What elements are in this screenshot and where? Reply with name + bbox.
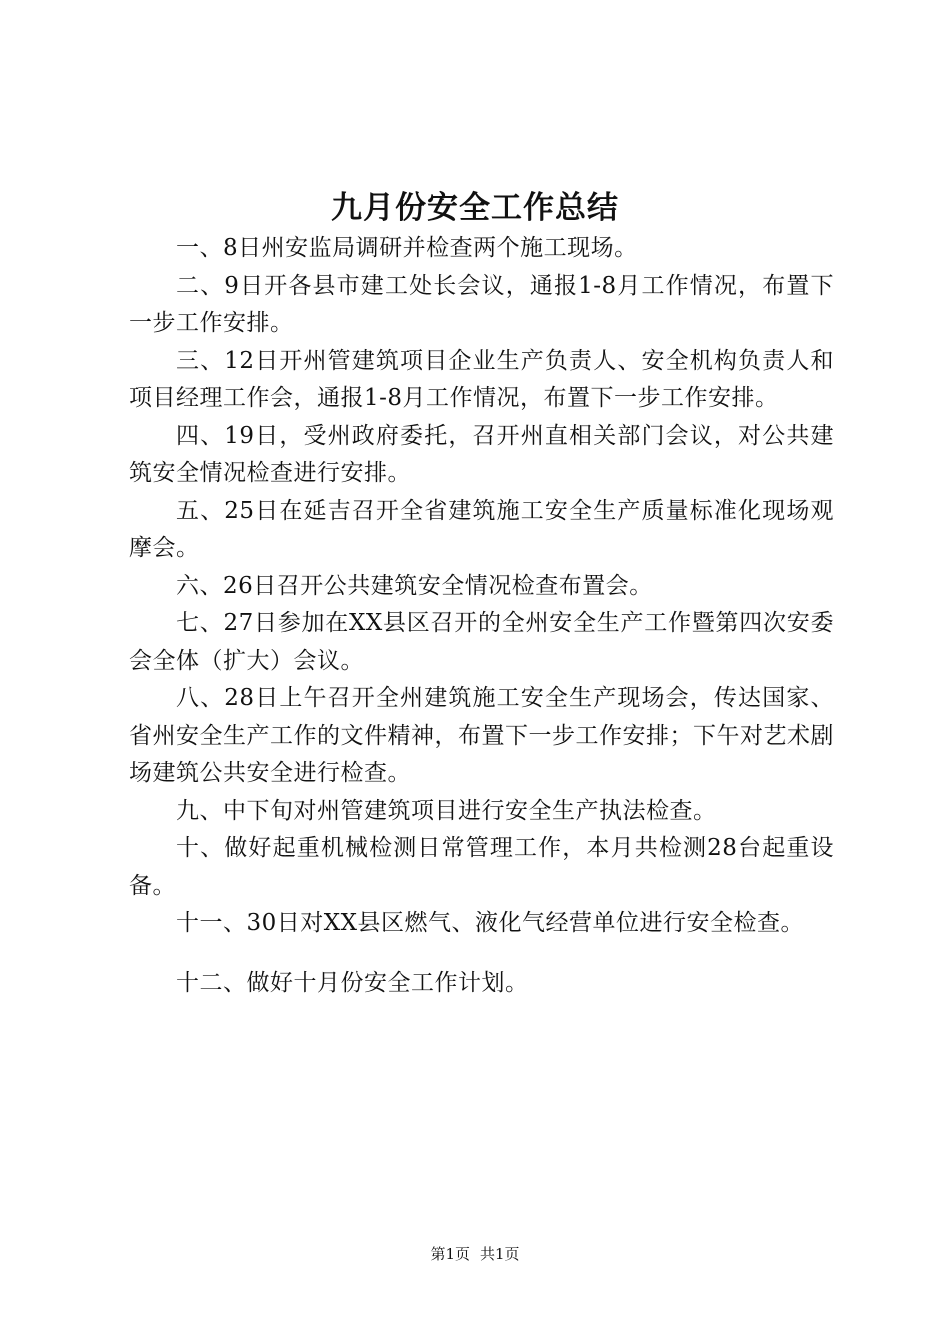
document-title: 九月份安全工作总结	[331, 190, 619, 226]
page-number-current: 第1页	[430, 1245, 470, 1263]
paragraph-item-2: 二、9日开各县市建工处长会议，通报1-8月工作情况，布置下一步工作安排。	[129, 272, 834, 336]
paragraph-item-8: 八、28日上午召开全州建筑施工安全生产现场会，传达国家、省州安全生产工作的文件精神，布置下一步工作安排；下午对艺术剧场建筑公共安全进行检查。	[129, 685, 834, 786]
paragraph-item-11: 十一、30日对XX县区燃气、液化气经营单位进行安全检查。	[176, 910, 805, 936]
paragraph-item-10: 十、做好起重机械检测日常管理工作，本月共检测28台起重设备。	[129, 835, 834, 899]
paragraph-item-4: 四、19日，受州政府委托，召开州直相关部门会议，对公共建筑安全情况检查进行安排。	[129, 422, 834, 486]
paragraph-item-5: 五、25日在延吉召开全省建筑施工安全生产质量标准化现场观摩会。	[129, 497, 834, 561]
paragraph-item-1: 一、8日州安监局调研并检查两个施工现场。	[176, 235, 638, 261]
paragraph-item-6: 六、26日召开公共建筑安全情况检查布置会。	[176, 572, 653, 599]
paragraph-item-9: 九、中下旬对州管建筑项目进行安全生产执法检查。	[176, 797, 717, 824]
document-body	[129, 230, 834, 1002]
paragraph-item-3: 三、12日开州管建筑项目企业生产负责人、安全机构负责人和项目经理工作会，通报1-8月工作情况，布置下一步工作安排。	[129, 347, 834, 411]
page-footer	[0, 1244, 950, 1264]
paragraph-item-7: 七、27日参加在XX县区召开的全州安全生产工作暨第四次安委会全体（扩大）会议。	[129, 610, 834, 674]
paragraph-item-12: 十二、做好十月份安全工作计划。	[176, 969, 529, 996]
page-number-total: 共1页	[480, 1245, 520, 1263]
